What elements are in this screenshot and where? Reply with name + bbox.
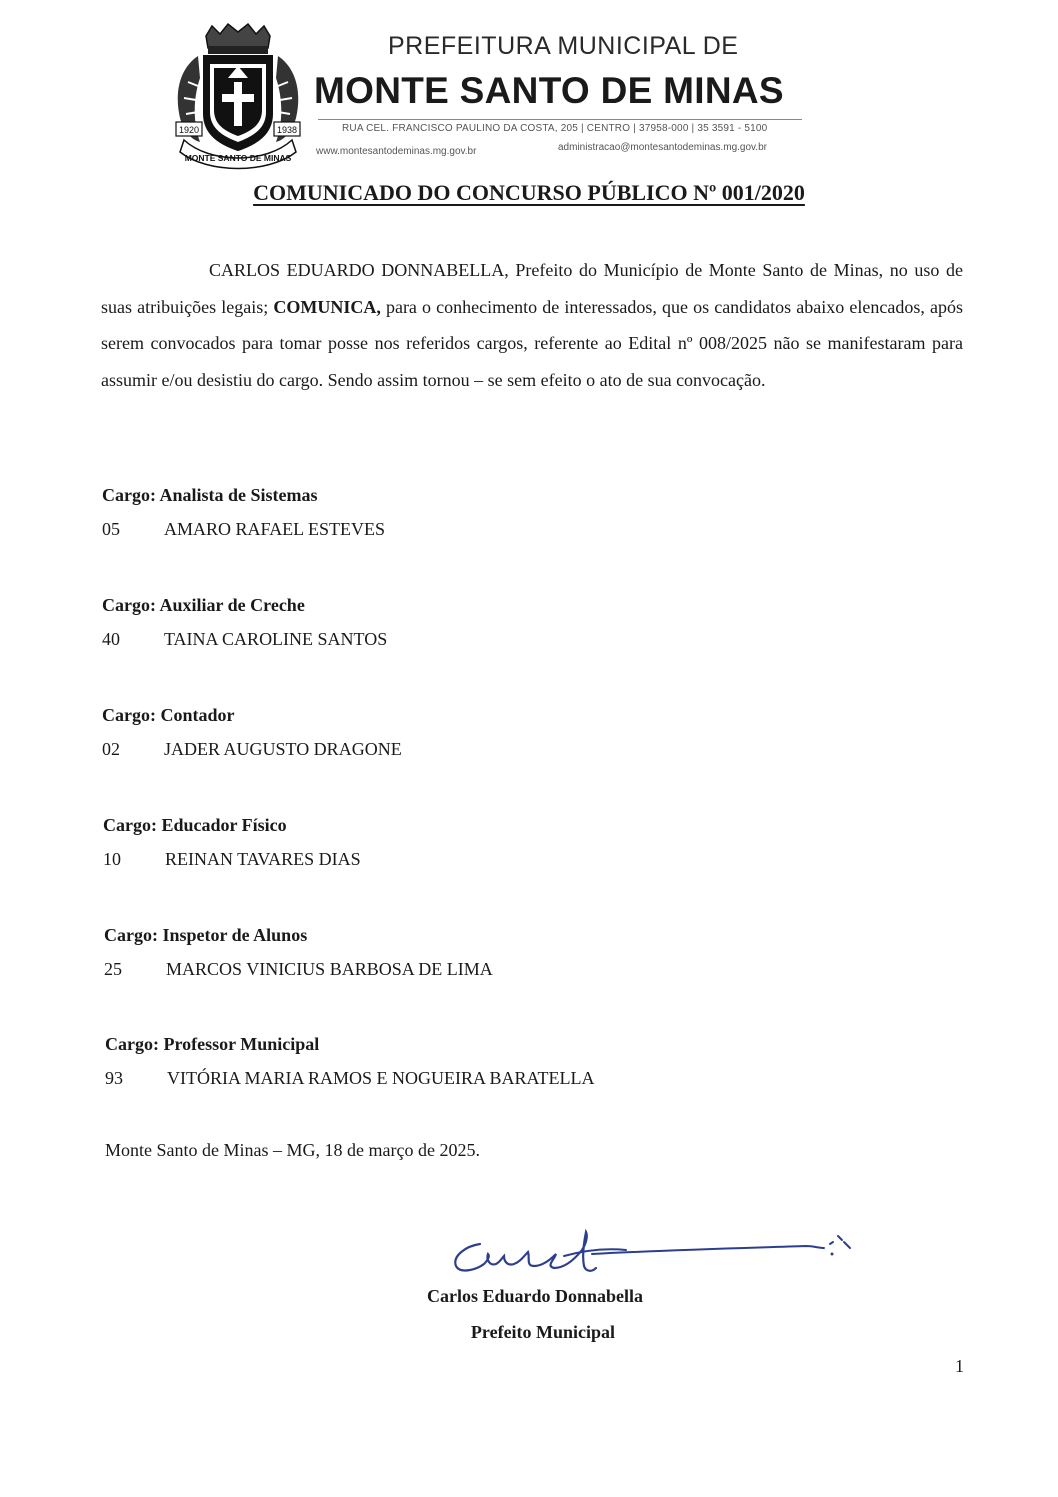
candidate-name: MARCOS VINICIUS BARBOSA DE LIMA bbox=[166, 959, 493, 979]
municipal-crest-icon bbox=[170, 22, 306, 170]
signer-role: Prefeito Municipal bbox=[470, 1322, 616, 1342]
cargo-block-auxiliar-de-creche bbox=[102, 592, 902, 652]
candidate-row bbox=[102, 626, 902, 652]
cargo-title: Cargo: Educador Físico bbox=[103, 815, 287, 835]
header-email-link[interactable]: administracao@montesantodeminas.mg.gov.br bbox=[558, 142, 767, 153]
cargo-title: Cargo: Inspetor de Alunos bbox=[104, 925, 308, 945]
intro-paragraph bbox=[101, 252, 963, 398]
candidate-row bbox=[102, 736, 902, 762]
header-address: RUA CEL. FRANCISCO PAULINO DA COSTA, 205 | CENTRO | 37958-000 | 35 3591 - 5100 bbox=[342, 123, 768, 134]
candidate-name: REINAN TAVARES DIAS bbox=[165, 849, 361, 869]
intro-bold-word: COMUNICA, bbox=[273, 296, 381, 317]
cargo-title: Cargo: Analista de Sistemas bbox=[102, 485, 318, 505]
cargo-title: Cargo: Contador bbox=[102, 705, 235, 725]
candidate-name: JADER AUGUSTO DRAGONE bbox=[164, 739, 402, 759]
header-website-link[interactable]: www.montesantodeminas.mg.gov.br bbox=[316, 146, 477, 157]
letterhead bbox=[170, 22, 830, 172]
intro-text-start: CARLOS EDUARDO DONNABELLA, Prefeito do Município de Monte Santo de Minas, no uso de suas atribuições legais; bbox=[101, 260, 963, 317]
candidate-row bbox=[104, 956, 904, 982]
cargo-block-analista-de-sistemas bbox=[102, 482, 902, 542]
intro-text-end: para o conhecimento de interessados, que os candidatos abaixo elencados, após serem convocados para tomar posse nos referidos cargos, referente ao Edital nº 008/2025 não se manifestaram para assumir e/ou desistiu do cargo. Sendo assim tornou – se sem efeito o ato de sua convocação. bbox=[101, 296, 963, 390]
candidate-name: TAINA CAROLINE SANTOS bbox=[164, 629, 388, 649]
candidate-row bbox=[102, 516, 902, 542]
candidate-name: AMARO RAFAEL ESTEVES bbox=[164, 519, 386, 539]
candidate-row bbox=[103, 846, 903, 872]
candidate-row bbox=[105, 1065, 905, 1091]
crest-year-left: 1920 bbox=[178, 125, 200, 135]
header-line-1: PREFEITURA MUNICIPAL DE bbox=[388, 32, 739, 60]
document-title: COMUNICADO DO CONCURSO PÚBLICO Nº 001/2020 bbox=[253, 180, 805, 205]
handwritten-signature-icon bbox=[446, 1220, 866, 1284]
candidate-name: VITÓRIA MARIA RAMOS E NOGUEIRA BARATELLA bbox=[167, 1068, 595, 1088]
cargo-block-contador bbox=[102, 702, 902, 762]
cargo-block-educador-fisico bbox=[103, 812, 903, 872]
cargo-block-professor-municipal bbox=[105, 1031, 905, 1091]
candidate-number: 93 bbox=[105, 1068, 123, 1088]
signer-name: Carlos Eduardo Donnabella bbox=[426, 1286, 644, 1306]
crest-year-right: 1938 bbox=[276, 125, 298, 135]
header-municipality-name: MONTE SANTO DE MINAS bbox=[314, 70, 784, 111]
candidate-number: 05 bbox=[102, 519, 120, 539]
header-divider bbox=[318, 119, 802, 120]
cargo-block-inspetor-de-alunos bbox=[104, 922, 904, 982]
candidate-number: 25 bbox=[104, 959, 122, 979]
place-and-date: Monte Santo de Minas – MG, 18 de março de 2025. bbox=[105, 1140, 480, 1160]
candidate-number: 10 bbox=[103, 849, 121, 869]
page-number: 1 bbox=[955, 1356, 964, 1376]
cargo-title: Cargo: Auxiliar de Creche bbox=[102, 595, 305, 615]
crest-ribbon-text: MONTE SANTO DE MINAS bbox=[184, 153, 292, 163]
candidate-number: 40 bbox=[102, 629, 120, 649]
cargo-title: Cargo: Professor Municipal bbox=[105, 1034, 320, 1054]
candidate-number: 02 bbox=[102, 739, 120, 759]
